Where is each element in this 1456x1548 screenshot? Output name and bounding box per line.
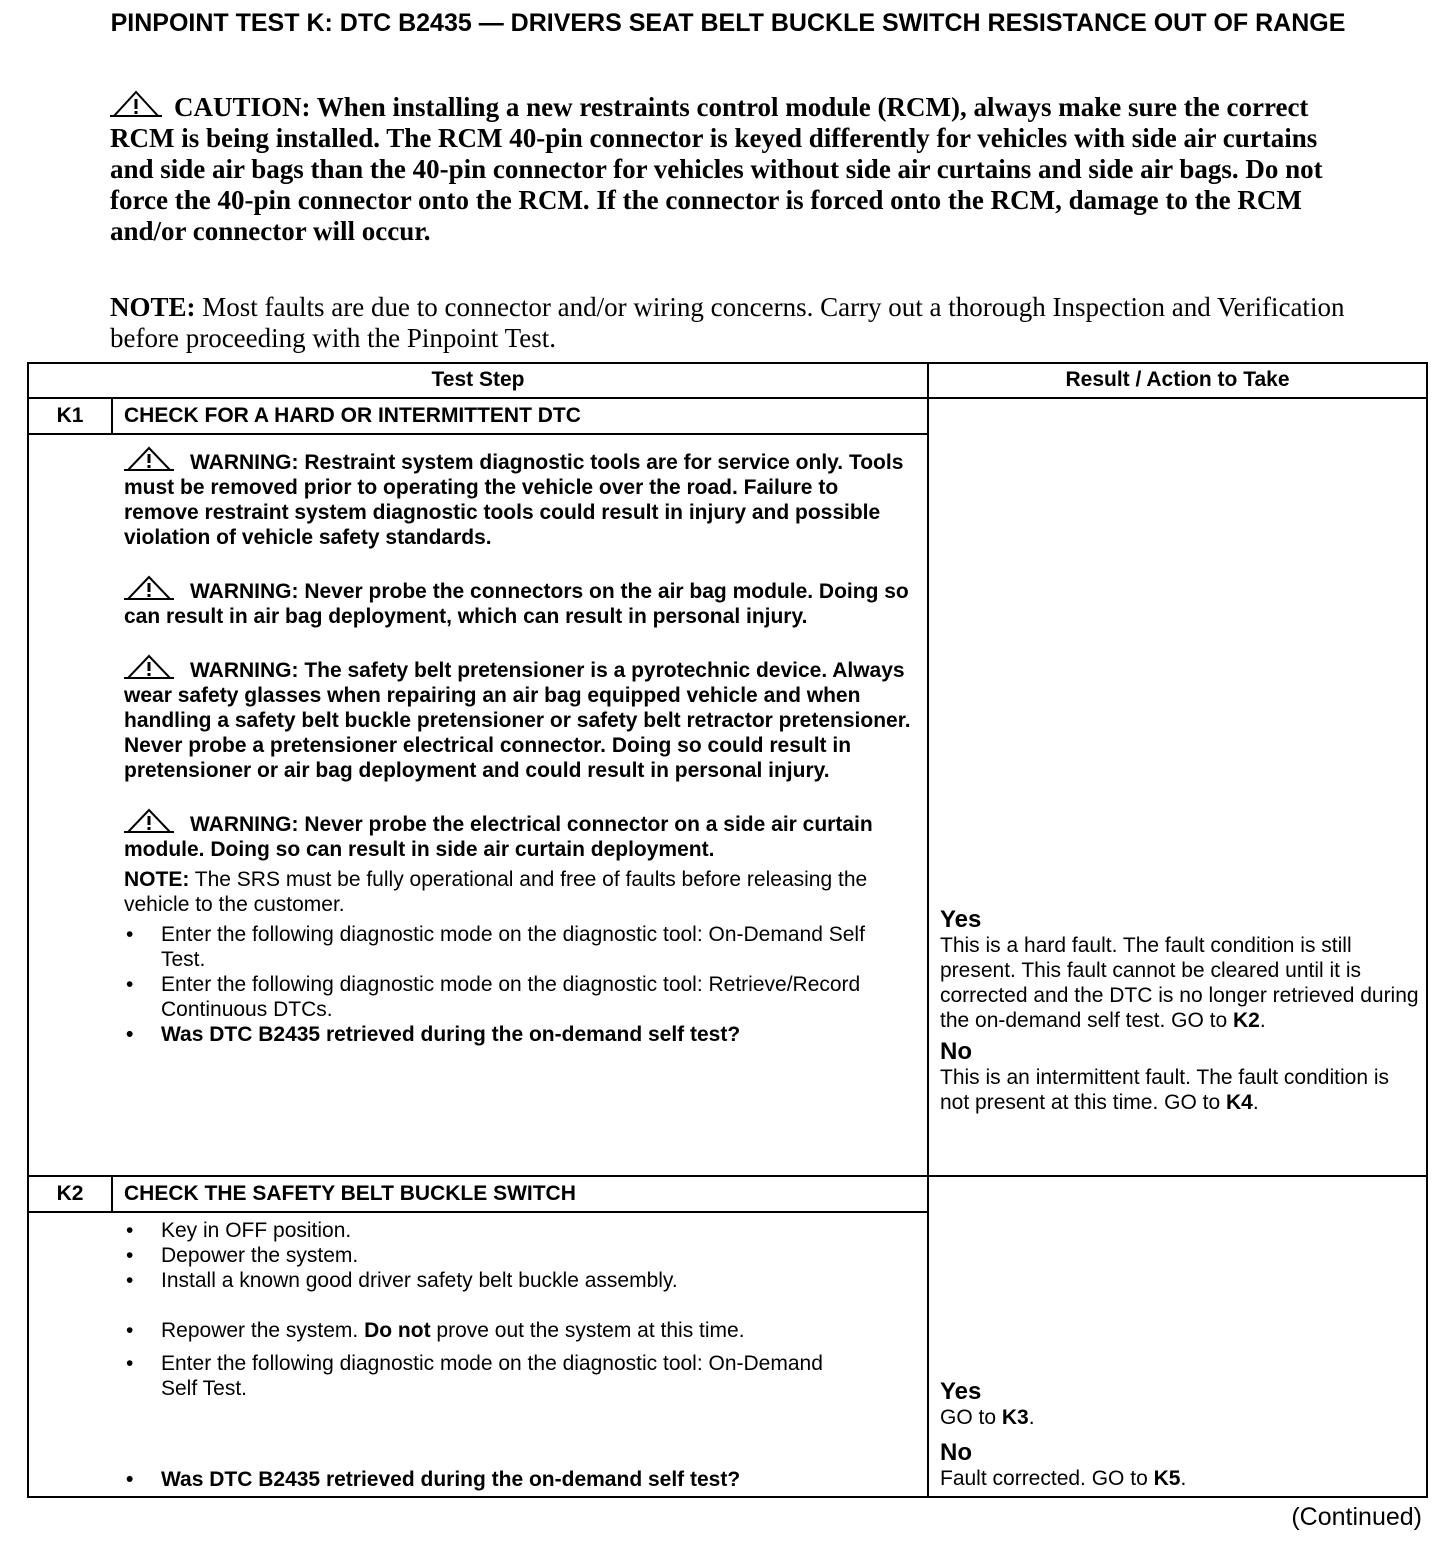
step-title-k1: CHECK FOR A HARD OR INTERMITTENT DTC — [124, 404, 581, 427]
k1-yes-text: This is a hard fault. The fault condition is still present. This fault cannot be cleared until it is corrected and the DTC is no longer retrieved during the on-demand self test. GO to K2. — [940, 934, 1419, 1032]
k1-no-label: No — [940, 1038, 972, 1065]
goto-k2-link[interactable]: K2 — [1233, 1009, 1260, 1032]
k1-no-text: This is an intermittent fault. The fault condition is not present at this time. GO to K4. — [940, 1066, 1389, 1114]
step-title-k2: CHECK THE SAFETY BELT BUCKLE SWITCH — [124, 1182, 576, 1205]
list-item: • Key in OFF position. — [126, 1219, 352, 1242]
k2-yes-label: Yes — [940, 1378, 982, 1405]
caution-text: CAUTION: When installing a new restraints control module (RCM), always make sure the correct RCM is being installed. The RCM 40-pin connector is keyed differently for vehicles with side air curtains and side air bags than the 40-pin connector for vehicles without side air curtains and side air bags. Do not force the 40-pin connector onto the RCM. If the connector is forced onto the RCM, damage to the RCM and/or connector will occur. — [110, 92, 1323, 246]
header-test-step: Test Step — [431, 368, 525, 391]
k1-step-list — [124, 922, 914, 1047]
list-item: • Was DTC B2435 retrieved during the on-demand self test? — [126, 1468, 741, 1491]
k1-warning-1: WARNING: Restraint system diagnostic tools are for service only. Tools must be removed prior to operating the vehicle over the road. Failure to remove restraint system diagnostic tools could result in injury and possible violation of vehicle safety standards. — [124, 446, 914, 550]
list-item: • Repower the system. Do not prove out the system at this time. — [126, 1319, 745, 1342]
step-id-k2: K2 — [56, 1182, 84, 1205]
list-item: • Enter the following diagnostic mode on the diagnostic tool: On-Demand Self Test. — [126, 1352, 823, 1400]
note-text: Most faults are due to connector and/or wiring concerns. Carry out a thorough Inspection and Verification before proceeding with the Pinpoint Test. — [110, 292, 1345, 353]
k2-step-list — [124, 1218, 914, 1492]
k2-no-label: No — [940, 1439, 972, 1466]
k1-content — [124, 446, 914, 1047]
list-item: • Depower the system. — [126, 1244, 359, 1267]
k2-yes-text: GO to K3. — [940, 1406, 1035, 1429]
k1-yes-label: Yes — [940, 906, 982, 933]
pinpoint-table — [27, 362, 1428, 1498]
warning-triangle-icon — [124, 654, 174, 680]
goto-k5-link[interactable]: K5 — [1153, 1467, 1181, 1490]
list-item: • Was DTC B2435 retrieved during the on-demand self test? — [126, 1023, 741, 1046]
k1-warning-4: WARNING: Never probe the electrical connector on a side air curtain module. Doing so can result in side air curtain deployment. — [124, 808, 914, 862]
list-item: • Enter the following diagnostic mode on the diagnostic tool: On-Demand Self Test. — [126, 923, 865, 971]
goto-k3-link[interactable]: K3 — [1001, 1406, 1029, 1429]
k1-note: NOTE: The SRS must be fully operational and free of faults before releasing the vehicle to the customer. — [124, 868, 868, 916]
continued-label: (Continued) — [1291, 1503, 1422, 1531]
warning-triangle-icon — [124, 446, 174, 472]
k1-results — [940, 907, 1422, 1115]
k1-warning-2: WARNING: Never probe the connectors on the air bag module. Doing so can result in air bag deployment, which can result in personal injury. — [124, 575, 914, 629]
page-title: PINPOINT TEST K: DTC B2435 — DRIVERS SEAT BELT BUCKLE SWITCH RESISTANCE OUT OF RANGE — [110, 9, 1346, 37]
k1-warning-3: WARNING: The safety belt pretensioner is a pyrotechnic device. Always wear safety glasses when repairing an air bag equipped vehicle and when handling a safety belt buckle pretensioner or safety belt retractor pretensioner. Never probe a pretensioner electrical connector. Doing so could result in pretensioner or air bag deployment and could result in personal injury. — [124, 654, 914, 783]
warning-triangle-icon — [110, 90, 162, 118]
warning-triangle-icon — [124, 808, 174, 834]
goto-k4-link[interactable]: K4 — [1225, 1091, 1253, 1114]
note-block — [110, 292, 1350, 354]
header-result: Result / Action to Take — [1065, 368, 1290, 391]
k2-results — [940, 1379, 1422, 1491]
step-id-k1: K1 — [56, 404, 84, 427]
list-item: • Install a known good driver safety belt buckle assembly. — [126, 1269, 678, 1292]
k2-content — [124, 1218, 914, 1492]
caution-block — [110, 90, 1350, 247]
k2-no-text: Fault corrected. GO to K5. — [940, 1467, 1187, 1490]
list-item: • Enter the following diagnostic mode on the diagnostic tool: Retrieve/Record Continuous DTCs. — [126, 973, 861, 1021]
warning-triangle-icon — [124, 575, 174, 601]
note-label: NOTE: — [110, 292, 196, 322]
